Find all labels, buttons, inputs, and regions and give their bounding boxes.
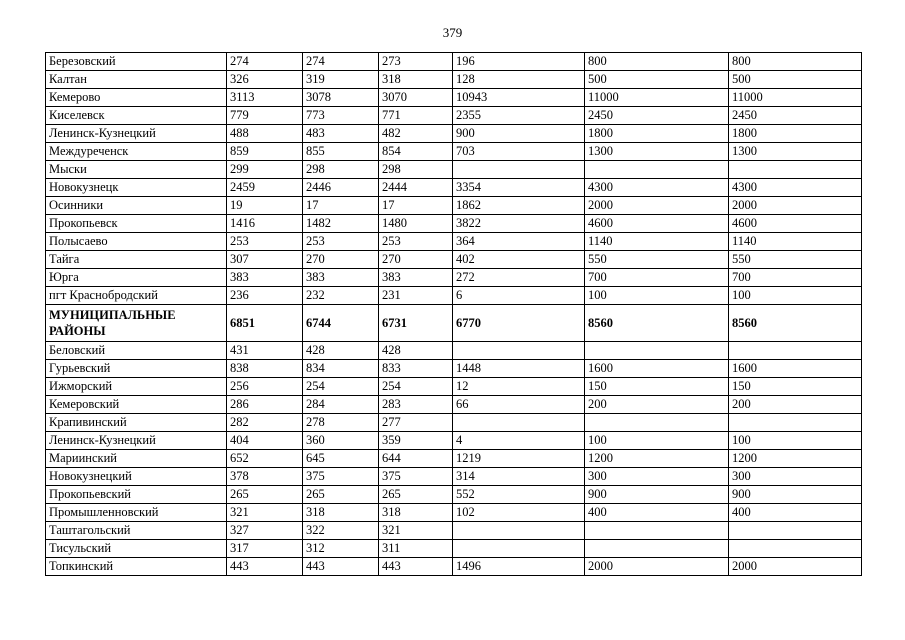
value-cell-5 bbox=[585, 414, 729, 432]
municipality-name-cell: Тайга bbox=[46, 251, 227, 269]
value-cell-4 bbox=[453, 540, 585, 558]
table-row bbox=[46, 143, 862, 161]
value-cell-1: 838 bbox=[227, 360, 303, 378]
table-row bbox=[46, 125, 862, 143]
value-cell-1: 274 bbox=[227, 53, 303, 71]
municipality-name-cell: Новокузнецкий bbox=[46, 468, 227, 486]
value-cell-5: 1600 bbox=[585, 360, 729, 378]
value-cell-4: 703 bbox=[453, 143, 585, 161]
value-cell-3: 277 bbox=[379, 414, 453, 432]
value-cell-5: 300 bbox=[585, 468, 729, 486]
value-cell-1: 1416 bbox=[227, 215, 303, 233]
value-cell-6: 2450 bbox=[729, 107, 862, 125]
municipality-name-cell: Прокопьевск bbox=[46, 215, 227, 233]
value-cell-2: 483 bbox=[303, 125, 379, 143]
municipality-name-cell: Топкинский bbox=[46, 558, 227, 576]
municipality-name-cell: Калтан bbox=[46, 71, 227, 89]
municipality-name-cell: Полысаево bbox=[46, 233, 227, 251]
value-cell-5: 2000 bbox=[585, 558, 729, 576]
municipality-name-cell: Крапивинский bbox=[46, 414, 227, 432]
value-cell-6: 4300 bbox=[729, 179, 862, 197]
value-cell-6 bbox=[729, 161, 862, 179]
value-cell-1: 253 bbox=[227, 233, 303, 251]
value-cell-2: 3078 bbox=[303, 89, 379, 107]
value-cell-6: 200 bbox=[729, 396, 862, 414]
value-cell-6: 550 bbox=[729, 251, 862, 269]
table-body bbox=[46, 53, 862, 576]
value-cell-4: 12 bbox=[453, 378, 585, 396]
value-cell-6: 900 bbox=[729, 486, 862, 504]
value-cell-2: 319 bbox=[303, 71, 379, 89]
value-cell-3: 359 bbox=[379, 432, 453, 450]
value-cell-4 bbox=[453, 342, 585, 360]
value-cell-2: 232 bbox=[303, 287, 379, 305]
table-row bbox=[46, 486, 862, 504]
municipality-name-cell: МУНИЦИПАЛЬНЫЕ РАЙОНЫ bbox=[46, 305, 227, 342]
value-cell-2: 834 bbox=[303, 360, 379, 378]
table-row bbox=[46, 414, 862, 432]
value-cell-2: 318 bbox=[303, 504, 379, 522]
value-cell-1: 6851 bbox=[227, 305, 303, 342]
value-cell-5: 8560 bbox=[585, 305, 729, 342]
municipality-name-cell: Беловский bbox=[46, 342, 227, 360]
value-cell-3: 428 bbox=[379, 342, 453, 360]
value-cell-1: 404 bbox=[227, 432, 303, 450]
value-cell-3: 375 bbox=[379, 468, 453, 486]
municipality-name-cell: Ижморский bbox=[46, 378, 227, 396]
value-cell-2: 375 bbox=[303, 468, 379, 486]
value-cell-3: 383 bbox=[379, 269, 453, 287]
value-cell-4: 364 bbox=[453, 233, 585, 251]
table-row bbox=[46, 197, 862, 215]
value-cell-5: 800 bbox=[585, 53, 729, 71]
value-cell-4: 102 bbox=[453, 504, 585, 522]
value-cell-6: 2000 bbox=[729, 558, 862, 576]
value-cell-5: 4300 bbox=[585, 179, 729, 197]
value-cell-5 bbox=[585, 161, 729, 179]
table-row bbox=[46, 522, 862, 540]
table-row bbox=[46, 504, 862, 522]
value-cell-6 bbox=[729, 540, 862, 558]
value-cell-6 bbox=[729, 522, 862, 540]
value-cell-6: 1300 bbox=[729, 143, 862, 161]
value-cell-2: 773 bbox=[303, 107, 379, 125]
value-cell-2: 383 bbox=[303, 269, 379, 287]
value-cell-3: 231 bbox=[379, 287, 453, 305]
value-cell-6: 4600 bbox=[729, 215, 862, 233]
value-cell-2: 645 bbox=[303, 450, 379, 468]
value-cell-2: 6744 bbox=[303, 305, 379, 342]
table-row bbox=[46, 269, 862, 287]
value-cell-1: 327 bbox=[227, 522, 303, 540]
value-cell-6: 1800 bbox=[729, 125, 862, 143]
value-cell-1: 282 bbox=[227, 414, 303, 432]
value-cell-4: 6 bbox=[453, 287, 585, 305]
value-cell-6: 1140 bbox=[729, 233, 862, 251]
value-cell-1: 256 bbox=[227, 378, 303, 396]
value-cell-5 bbox=[585, 342, 729, 360]
value-cell-4: 10943 bbox=[453, 89, 585, 107]
municipality-name-cell: Тисульский bbox=[46, 540, 227, 558]
value-cell-1: 2459 bbox=[227, 179, 303, 197]
value-cell-2: 253 bbox=[303, 233, 379, 251]
table-row bbox=[46, 287, 862, 305]
value-cell-4: 314 bbox=[453, 468, 585, 486]
value-cell-6: 100 bbox=[729, 287, 862, 305]
table-row bbox=[46, 107, 862, 125]
value-cell-6 bbox=[729, 414, 862, 432]
value-cell-3: 283 bbox=[379, 396, 453, 414]
value-cell-6 bbox=[729, 342, 862, 360]
value-cell-6: 800 bbox=[729, 53, 862, 71]
value-cell-6: 300 bbox=[729, 468, 862, 486]
value-cell-3: 854 bbox=[379, 143, 453, 161]
value-cell-6: 100 bbox=[729, 432, 862, 450]
table-row bbox=[46, 396, 862, 414]
value-cell-5: 100 bbox=[585, 287, 729, 305]
value-cell-4: 272 bbox=[453, 269, 585, 287]
value-cell-3: 298 bbox=[379, 161, 453, 179]
value-cell-3: 644 bbox=[379, 450, 453, 468]
value-cell-1: 317 bbox=[227, 540, 303, 558]
value-cell-3: 265 bbox=[379, 486, 453, 504]
value-cell-2: 17 bbox=[303, 197, 379, 215]
value-cell-3: 833 bbox=[379, 360, 453, 378]
value-cell-6: 1200 bbox=[729, 450, 862, 468]
value-cell-1: 488 bbox=[227, 125, 303, 143]
value-cell-4 bbox=[453, 161, 585, 179]
value-cell-5: 1200 bbox=[585, 450, 729, 468]
value-cell-1: 443 bbox=[227, 558, 303, 576]
municipality-name-cell: Гурьевский bbox=[46, 360, 227, 378]
value-cell-5: 1800 bbox=[585, 125, 729, 143]
table-row bbox=[46, 161, 862, 179]
value-cell-4: 3354 bbox=[453, 179, 585, 197]
value-cell-2: 284 bbox=[303, 396, 379, 414]
value-cell-2: 322 bbox=[303, 522, 379, 540]
table-row bbox=[46, 233, 862, 251]
value-cell-5: 2000 bbox=[585, 197, 729, 215]
page-number: 379 bbox=[442, 25, 463, 40]
value-cell-5: 550 bbox=[585, 251, 729, 269]
value-cell-2: 1482 bbox=[303, 215, 379, 233]
value-cell-4: 1496 bbox=[453, 558, 585, 576]
value-cell-6: 2000 bbox=[729, 197, 862, 215]
value-cell-3: 253 bbox=[379, 233, 453, 251]
value-cell-4: 900 bbox=[453, 125, 585, 143]
value-cell-4: 128 bbox=[453, 71, 585, 89]
table-row bbox=[46, 89, 862, 107]
value-cell-5: 400 bbox=[585, 504, 729, 522]
value-cell-2: 443 bbox=[303, 558, 379, 576]
value-cell-5 bbox=[585, 540, 729, 558]
value-cell-6: 8560 bbox=[729, 305, 862, 342]
table-row bbox=[46, 540, 862, 558]
value-cell-1: 3113 bbox=[227, 89, 303, 107]
table-row bbox=[46, 251, 862, 269]
value-cell-4 bbox=[453, 522, 585, 540]
value-cell-2: 254 bbox=[303, 378, 379, 396]
table-row bbox=[46, 215, 862, 233]
value-cell-5: 2450 bbox=[585, 107, 729, 125]
value-cell-5: 150 bbox=[585, 378, 729, 396]
table-row bbox=[46, 71, 862, 89]
value-cell-4: 1862 bbox=[453, 197, 585, 215]
value-cell-2: 428 bbox=[303, 342, 379, 360]
value-cell-4: 66 bbox=[453, 396, 585, 414]
value-cell-1: 652 bbox=[227, 450, 303, 468]
value-cell-1: 779 bbox=[227, 107, 303, 125]
value-cell-3: 443 bbox=[379, 558, 453, 576]
table-row-total bbox=[46, 305, 862, 342]
value-cell-3: 1480 bbox=[379, 215, 453, 233]
value-cell-1: 326 bbox=[227, 71, 303, 89]
municipality-name-cell: Юрга bbox=[46, 269, 227, 287]
value-cell-1: 321 bbox=[227, 504, 303, 522]
table-row bbox=[46, 179, 862, 197]
value-cell-3: 771 bbox=[379, 107, 453, 125]
value-cell-1: 299 bbox=[227, 161, 303, 179]
value-cell-6: 700 bbox=[729, 269, 862, 287]
municipality-name-cell: Промышленновский bbox=[46, 504, 227, 522]
value-cell-4: 402 bbox=[453, 251, 585, 269]
value-cell-4: 552 bbox=[453, 486, 585, 504]
value-cell-4: 3822 bbox=[453, 215, 585, 233]
value-cell-3: 311 bbox=[379, 540, 453, 558]
table-row bbox=[46, 360, 862, 378]
municipality-name-cell: Березовский bbox=[46, 53, 227, 71]
value-cell-2: 298 bbox=[303, 161, 379, 179]
value-cell-1: 383 bbox=[227, 269, 303, 287]
value-cell-1: 431 bbox=[227, 342, 303, 360]
value-cell-4: 1448 bbox=[453, 360, 585, 378]
value-cell-4: 196 bbox=[453, 53, 585, 71]
value-cell-2: 312 bbox=[303, 540, 379, 558]
value-cell-5: 500 bbox=[585, 71, 729, 89]
value-cell-2: 278 bbox=[303, 414, 379, 432]
value-cell-3: 318 bbox=[379, 504, 453, 522]
municipality-name-cell: Киселевск bbox=[46, 107, 227, 125]
value-cell-5 bbox=[585, 522, 729, 540]
value-cell-3: 270 bbox=[379, 251, 453, 269]
value-cell-2: 265 bbox=[303, 486, 379, 504]
municipality-name-cell: пгт Краснобродский bbox=[46, 287, 227, 305]
value-cell-2: 274 bbox=[303, 53, 379, 71]
value-cell-1: 265 bbox=[227, 486, 303, 504]
value-cell-4 bbox=[453, 414, 585, 432]
value-cell-1: 19 bbox=[227, 197, 303, 215]
value-cell-2: 2446 bbox=[303, 179, 379, 197]
table-row bbox=[46, 468, 862, 486]
value-cell-3: 318 bbox=[379, 71, 453, 89]
value-cell-6: 150 bbox=[729, 378, 862, 396]
value-cell-6: 1600 bbox=[729, 360, 862, 378]
value-cell-3: 273 bbox=[379, 53, 453, 71]
municipality-name-cell: Осинники bbox=[46, 197, 227, 215]
table-row bbox=[46, 558, 862, 576]
value-cell-5: 4600 bbox=[585, 215, 729, 233]
value-cell-3: 3070 bbox=[379, 89, 453, 107]
value-cell-4: 4 bbox=[453, 432, 585, 450]
table-row bbox=[46, 432, 862, 450]
value-cell-1: 859 bbox=[227, 143, 303, 161]
table-row bbox=[46, 342, 862, 360]
value-cell-3: 6731 bbox=[379, 305, 453, 342]
value-cell-1: 236 bbox=[227, 287, 303, 305]
municipality-name-cell: Таштагольский bbox=[46, 522, 227, 540]
value-cell-4: 1219 bbox=[453, 450, 585, 468]
value-cell-5: 900 bbox=[585, 486, 729, 504]
municipality-name-cell: Ленинск-Кузнецкий bbox=[46, 432, 227, 450]
value-cell-5: 1300 bbox=[585, 143, 729, 161]
value-cell-6: 11000 bbox=[729, 89, 862, 107]
municipality-name-cell: Кемерово bbox=[46, 89, 227, 107]
value-cell-3: 254 bbox=[379, 378, 453, 396]
municipality-name-cell: Междуреченск bbox=[46, 143, 227, 161]
value-cell-3: 17 bbox=[379, 197, 453, 215]
value-cell-5: 1140 bbox=[585, 233, 729, 251]
table-row bbox=[46, 53, 862, 71]
value-cell-4: 2355 bbox=[453, 107, 585, 125]
value-cell-2: 855 bbox=[303, 143, 379, 161]
municipality-name-cell: Мыски bbox=[46, 161, 227, 179]
value-cell-4: 6770 bbox=[453, 305, 585, 342]
data-table bbox=[45, 52, 862, 576]
value-cell-3: 321 bbox=[379, 522, 453, 540]
table-row bbox=[46, 450, 862, 468]
value-cell-1: 378 bbox=[227, 468, 303, 486]
value-cell-6: 400 bbox=[729, 504, 862, 522]
value-cell-3: 2444 bbox=[379, 179, 453, 197]
value-cell-2: 270 bbox=[303, 251, 379, 269]
municipality-name-cell: Кемеровский bbox=[46, 396, 227, 414]
value-cell-5: 700 bbox=[585, 269, 729, 287]
value-cell-1: 286 bbox=[227, 396, 303, 414]
municipality-name-cell: Прокопьевский bbox=[46, 486, 227, 504]
municipality-name-cell: Мариинский bbox=[46, 450, 227, 468]
value-cell-2: 360 bbox=[303, 432, 379, 450]
value-cell-1: 307 bbox=[227, 251, 303, 269]
value-cell-3: 482 bbox=[379, 125, 453, 143]
municipality-name-cell: Ленинск-Кузнецкий bbox=[46, 125, 227, 143]
value-cell-5: 200 bbox=[585, 396, 729, 414]
municipality-name-cell: Новокузнецк bbox=[46, 179, 227, 197]
value-cell-5: 100 bbox=[585, 432, 729, 450]
value-cell-5: 11000 bbox=[585, 89, 729, 107]
value-cell-6: 500 bbox=[729, 71, 862, 89]
table-row bbox=[46, 378, 862, 396]
